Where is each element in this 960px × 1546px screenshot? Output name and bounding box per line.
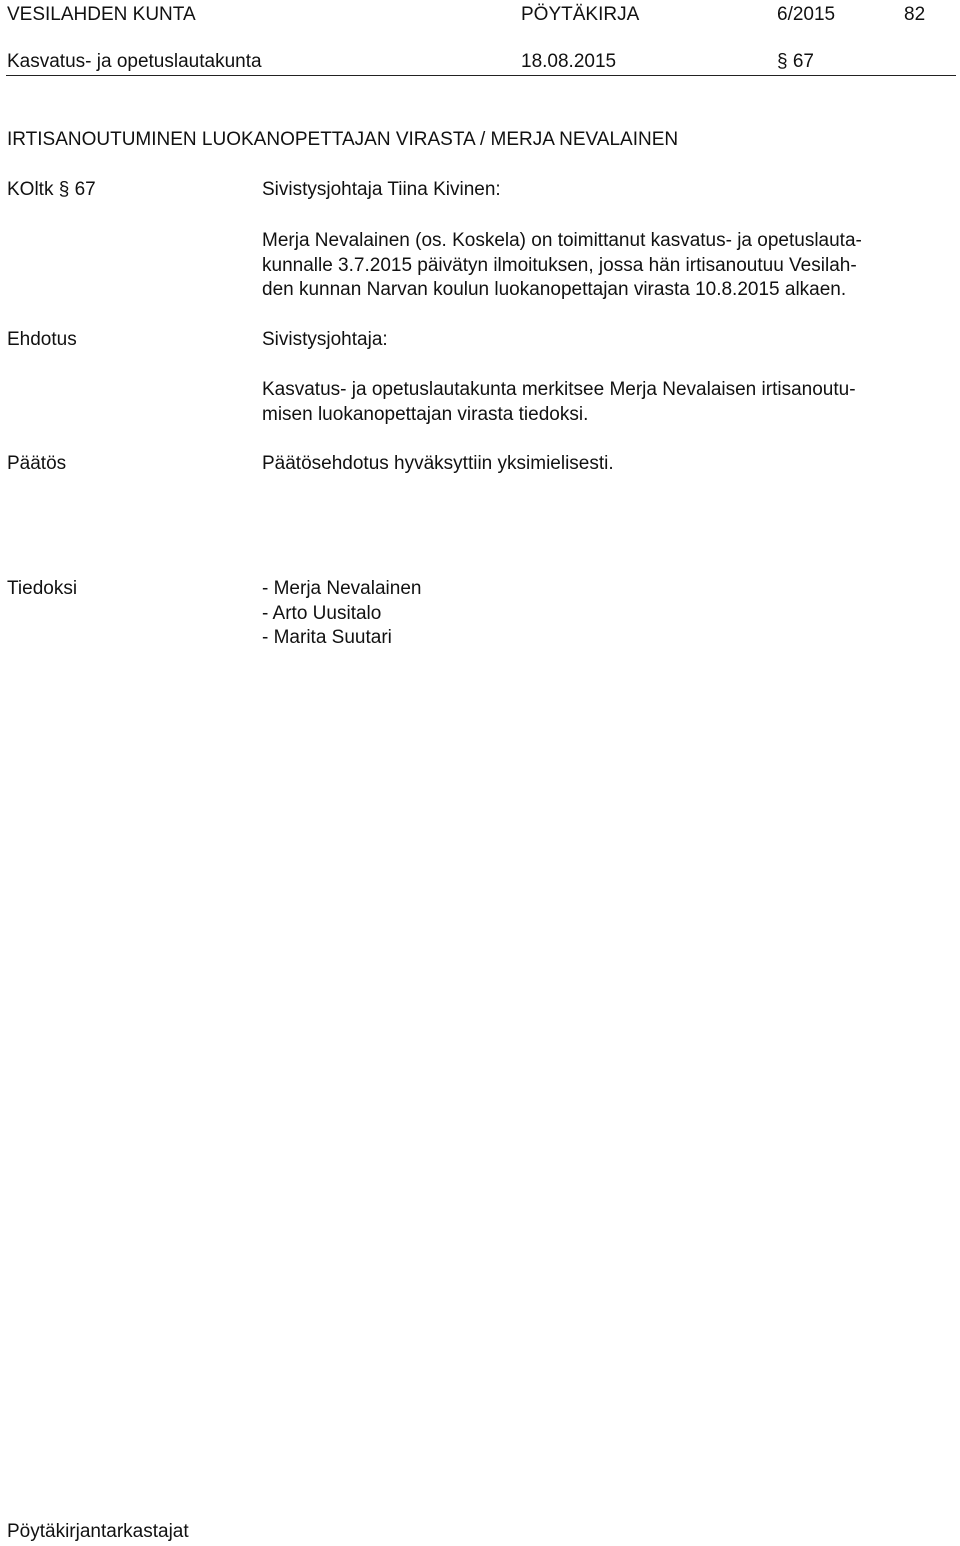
distribution-list [262, 577, 952, 651]
distribution-recipient: - Marita Suutari [262, 627, 392, 648]
description-line: Merja Nevalainen (os. Koskela) on toimittanut kasvatus- ja opetuslauta- [262, 230, 862, 251]
municipality-name: VESILAHDEN KUNTA [7, 4, 196, 25]
header-divider [6, 75, 956, 76]
description-line: den kunnan Narvan koulun luokanopettajan virasta 10.8.2015 alkaen. [262, 279, 847, 300]
item-title: IRTISANOUTUMINEN LUOKANOPETTAJAN VIRASTA / MERJA NEVALAINEN [7, 129, 679, 150]
meeting-date: 18.08.2015 [521, 51, 617, 72]
decision-text: Päätösehdotus hyväksyttiin yksimielisesti. [262, 453, 614, 474]
document-type: PÖYTÄKIRJA [521, 4, 640, 25]
proposal-line: misen luokanopettajan virasta tiedoksi. [262, 403, 589, 425]
decision-label: Päätös [7, 453, 67, 474]
proposal-label: Ehdotus [7, 329, 77, 350]
item-description [262, 229, 952, 303]
committee-name: Kasvatus- ja opetuslautakunta [7, 51, 262, 72]
presenter-name: Sivistysjohtaja Tiina Kivinen: [262, 179, 501, 200]
page-number: 82 [904, 4, 926, 25]
distribution-label: Tiedoksi [7, 578, 78, 599]
proposal-line: Kasvatus- ja opetuslautakunta merkitsee Merja Nevalaisen irtisanoutu- [262, 379, 856, 400]
proposal-speaker: Sivistysjohtaja: [262, 329, 388, 350]
distribution-recipient: - Merja Nevalainen [262, 578, 422, 599]
document-number: 6/2015 [777, 4, 836, 25]
proposal-text [262, 378, 952, 427]
description-line: kunnalle 3.7.2015 päivätyn ilmoituksen, jossa hän irtisanoutuu Vesilah- [262, 254, 857, 276]
item-reference: KOltk § 67 [7, 179, 96, 200]
footer-reviewers-label: Pöytäkirjantarkastajat [7, 1521, 189, 1542]
section-number: § 67 [777, 51, 814, 72]
distribution-recipient: - Arto Uusitalo [262, 602, 382, 624]
